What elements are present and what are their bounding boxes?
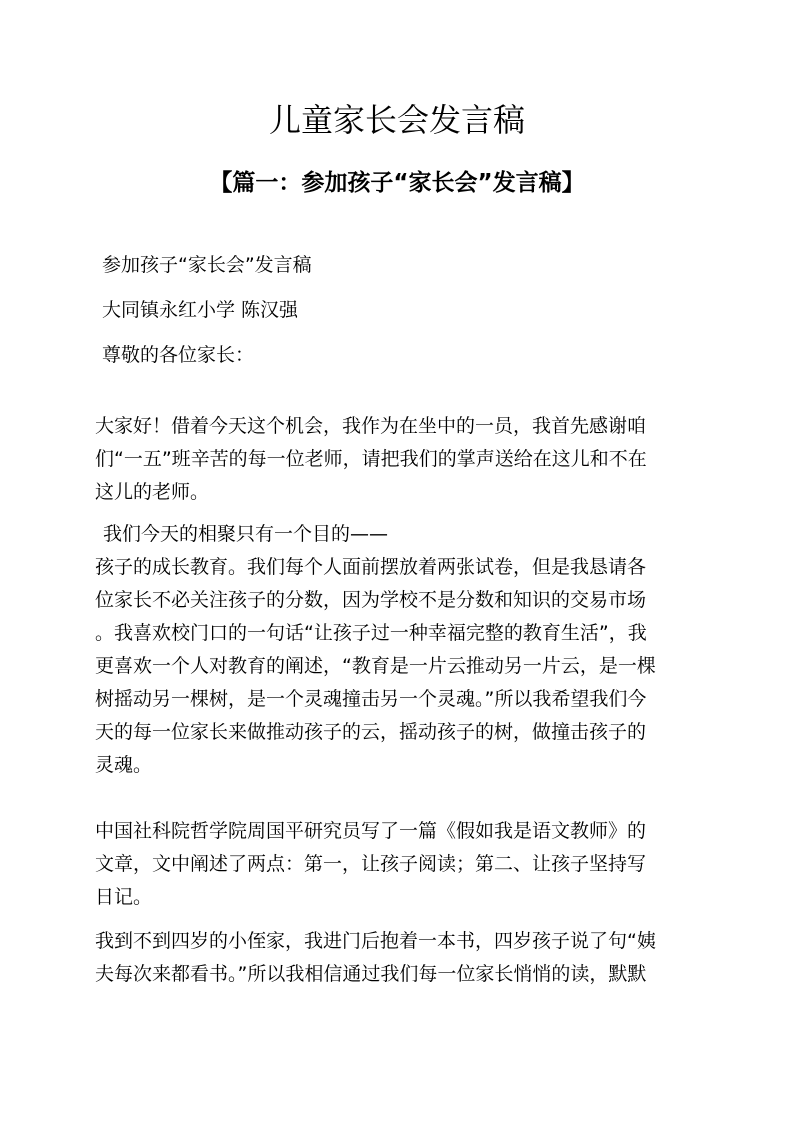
paragraph-line: 中国社科院哲学院周国平研究员写了一篇《假如我是语文教师》的: [95, 820, 647, 842]
paragraph-line: 更喜欢一个人对教育的阐述，“教育是一片云推动另一片云，是一棵: [95, 655, 656, 677]
paragraph-reading: [95, 815, 695, 914]
speech-heading: 参加孩子“家长会”发言稿: [102, 254, 312, 276]
paragraph-line: 文章，文中阐述了两点：第一，让孩子阅读；第二、让孩子坚持写: [95, 853, 647, 875]
paragraph-line: 我们今天的相聚只有一个目的——: [103, 523, 389, 545]
paragraph-line: 孩子的成长教育。我们每个人面前摆放着两张试卷，但是我恳请各: [95, 556, 647, 578]
paragraph-line: 树摇动另一棵树，是一个灵魂撞击另一个灵魂。”所以我希望我们今: [95, 688, 647, 710]
paragraph-line: 我到不到四岁的小侄家，我进门后抱着一本书，四岁孩子说了句“姨: [95, 930, 656, 952]
paragraph-line: 们“一五”班辛苦的每一位老师，请把我们的掌声送给在这儿和不在: [95, 448, 647, 470]
paragraph-purpose: [95, 518, 695, 782]
paragraph-line: 大家好！借着今天这个机会，我作为在坐中的一员，我首先感谢咱: [95, 415, 647, 437]
author-line: 大同镇永红小学 陈汉强: [102, 299, 299, 321]
paragraph-line: 这儿的老师。: [95, 481, 210, 503]
paragraph-line: 日记。: [95, 886, 153, 908]
paragraph-line: 位家长不必关注孩子的分数，因为学校不是分数和知识的交易市场: [95, 589, 647, 611]
paragraph-story: [95, 925, 695, 991]
paragraph-line: 夫每次来都看书。”所以我相信通过我们每一位家长悄悄的读，默默: [95, 963, 647, 985]
paragraph-greeting: [95, 410, 695, 509]
document-subtitle: 【篇一：参加孩子“家长会”发言稿】: [209, 170, 585, 196]
document-title: 儿童家长会发言稿: [268, 101, 525, 139]
salutation: 尊敬的各位家长：: [102, 344, 255, 366]
paragraph-line: 灵魂。: [95, 754, 153, 776]
paragraph-line: 。我喜欢校门口的一句话“让孩子过一种幸福完整的教育生活”，我: [95, 622, 647, 644]
paragraph-line: 天的每一位家长来做推动孩子的云，摇动孩子的树，做撞击孩子的: [95, 721, 647, 743]
